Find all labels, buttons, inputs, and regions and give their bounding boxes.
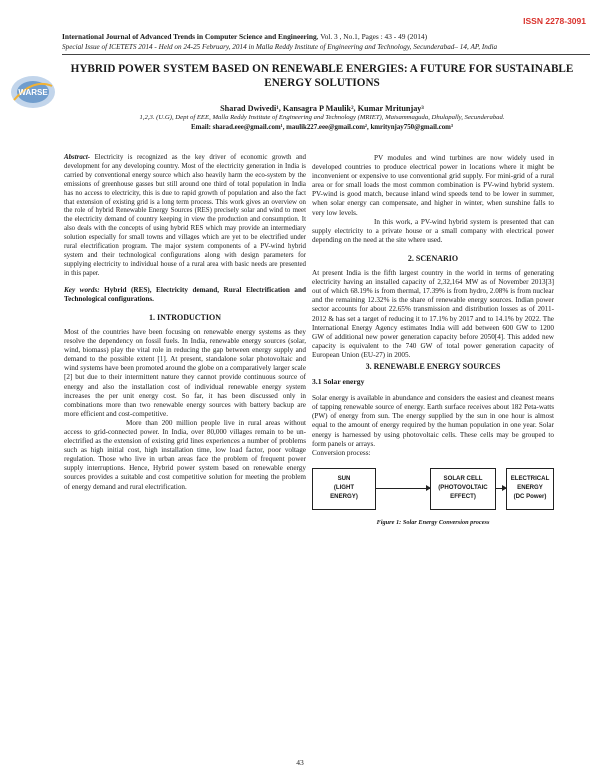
abstract <box>64 154 306 279</box>
paper-title: HYBRID POWER SYSTEM BASED ON RENEWABLE ENERGIES: A FUTURE FOR SUSTAINABLE ENERGY SOLUTIONS <box>70 63 574 89</box>
intro-paragraph-2: More than 200 million people live in rural areas without access to grid-connected power. In India, over 80,000 villages remain to be un-electrified as the extension of existing grid lines experiences a number of problems such as high initial cost, high installation time, low load factor, poor voltage regulation. Those who live in urban areas face the problem of frequent power supply interruptions. Hence, Hybrid power system based on renewable energy sources provides a suitable and cost competitive solution for meeting the problem of energy demand and rural electrification. <box>64 418 306 491</box>
paper-authors: Sharad Dwivedi¹, Kansagra P Maulik², Kumar Mritunjay³ <box>220 104 424 113</box>
intro-paragraph-1: Most of the countries have been focusing on renewable energy systems as they resolve the dependency on fossil fuels. In India, renewable energy sources (solar, wind, biomass) play the vital role in reducing the gap between energy supply and demand to the possible extent [1]. At present, standalone solar photovoltaic and wind systems have been promoted around the globe on a comparatively larger scale [2] but due to their intermittent nature they cannot provide continuous source of energy and also the installation cost of individual renewable energy system increases the per unit energy cost. So far, it has been discussed only in combinations more than two renewable energy sources with battery backup are more efficient and cost-competitive. <box>64 327 306 418</box>
diagram-box-solar-cell: SOLAR CELL (PHOTOVOLTAIC EFFECT) <box>430 468 496 510</box>
abstract-text: Electricity is recognized as the key driver of economic growth and development for any developing country. Most of the electricity generation in India is carried by conventional energy source which also heavily harm the eco-system by the emissions of greenhouse gasses but still around one third of total population in India has no access to electricity, this is due to rapid growth of population and also the fact that extension of existing grid is a long term process. This work gives an overview on the role of hybrid Renewable Energy Sources (RES) precisely solar and wind to meet the electricity demand of country keeping in view the production and consumption. It also deals with the concepts of using hybrid RES which may provide an intermediary solution especially for small towns and villages which are yet to be electrified under rural electrification program. The major system components of a PV-wind hybrid system and their technological configurations along with design parameters for supplying electricity to individual house of a rural area with basic needs are presented in this paper. <box>64 154 306 277</box>
scenario-paragraph: At present India is the fifth largest country in the world in terms of generating electricity having an installed capacity of 2,32,164 MW as of November 2013[3] out of which 68.19% is from thermal, 17.39% is from hydro, 2.08% is from nuclear and the remaining 12.32% is the share of renewable energy sources. Indian power sector accounts for about 22.65% transmission and distribution losses as of 2011-2012 & has set a target of reducing it to 17.1% by 2017 and to 14.1% by 2022. The International Energy Agency estimates India will add between 600 GW to 1200 GW of additional new power generation capacity before 2050[4]. This added new capacity is equivalent to the 740 GW of total power generation capacity of European Union (EU-27) in 2005. <box>312 269 554 359</box>
conversion-label: Conversion process: <box>312 448 371 457</box>
right-column <box>312 154 554 527</box>
journal-volume: , Vol. 3 , No.1, Pages : 43 - 49 (2014) <box>316 32 428 41</box>
keywords-label: Key words: <box>64 285 100 294</box>
header-rule <box>62 54 590 55</box>
issn-label: ISSN 2278-3091 <box>523 16 586 26</box>
keywords <box>64 286 306 304</box>
conversion-diagram <box>312 462 554 514</box>
solar-paragraph: Solar energy is available in abundance and considers the easiest and cleanest means of tapping renewable source of energy. Earth surface receives about 182 Peta-watts (PW) of energy from sun. The energy supplied by the sun in one hour is almost equal to the amount of energy required by the human population in one year. Solar energy is harnessed by using photovoltaic cells. These cells may be grouped to form panels or arrays. <box>312 394 554 448</box>
scenario-heading: 2. SCENARIO <box>407 253 459 263</box>
right-paragraph-1: PV modules and wind turbines are now widely used in developed countries to produce electrical power in locations where it might be inconvenient or expensive to use conventional grid supply. For mini-grid of a rural area or for small loads the most common combination is PV-wind hybrid system. PV-wind is good match, because inland wind speeds tend to be lower in summer, when solar energy can compensate, and higher in winter, when sunshine falls to very low levels. <box>312 154 554 217</box>
figure-caption: Figure 1: Solar Energy Conversion process <box>376 518 490 526</box>
res-heading: 3. RENEWABLE ENERGY SOURCES <box>365 361 501 371</box>
keywords-text: Hybrid (RES), Electricity demand, Rural Electrification and Technological configurations. <box>64 285 306 303</box>
right-paragraph-2: In this work, a PV-wind hybrid system is presented that can supply electricity to a private house or a small company with electrical power depending on the need at the site where used. <box>312 217 554 244</box>
logo-text: WARSE <box>18 88 48 97</box>
diagram-arrow-1 <box>376 488 430 489</box>
journal-name: International Journal of Advanced Trends in Computer Science and Engineering <box>62 32 317 41</box>
diagram-box-sun: SUN (LIGHT ENERGY) <box>312 468 376 510</box>
paper-affiliation: 1,2,3. (U.G), Dept of EEE, Malla Reddy Institute of Engineering and Technology (MRIET), Maisammaguda, Dhulapally, Secunderabad. <box>139 114 505 121</box>
paper-email: Email: sharad.eee@gmail.com¹, maulik227.eee@gmail.com², kmritynjay750@gmail.com³ <box>191 124 453 131</box>
intro-heading: 1. INTRODUCTION <box>148 312 221 322</box>
page-number: 43 <box>296 758 304 767</box>
abstract-label: Abstract- <box>64 154 91 161</box>
diagram-arrow-2 <box>496 488 506 489</box>
special-issue-line: Special Issue of ICETETS 2014 - Held on 24-25 February, 2014 in Malla Reddy Institute of Engineering and Technology, Secunderabad– 14, AP, India <box>62 43 498 51</box>
warse-logo <box>8 72 58 112</box>
diagram-box-electrical: ELECTRICAL ENERGY (DC Power) <box>506 468 554 510</box>
left-column <box>64 154 306 492</box>
solar-heading: 3.1 Solar energy <box>312 377 365 387</box>
journal-line <box>62 32 592 42</box>
